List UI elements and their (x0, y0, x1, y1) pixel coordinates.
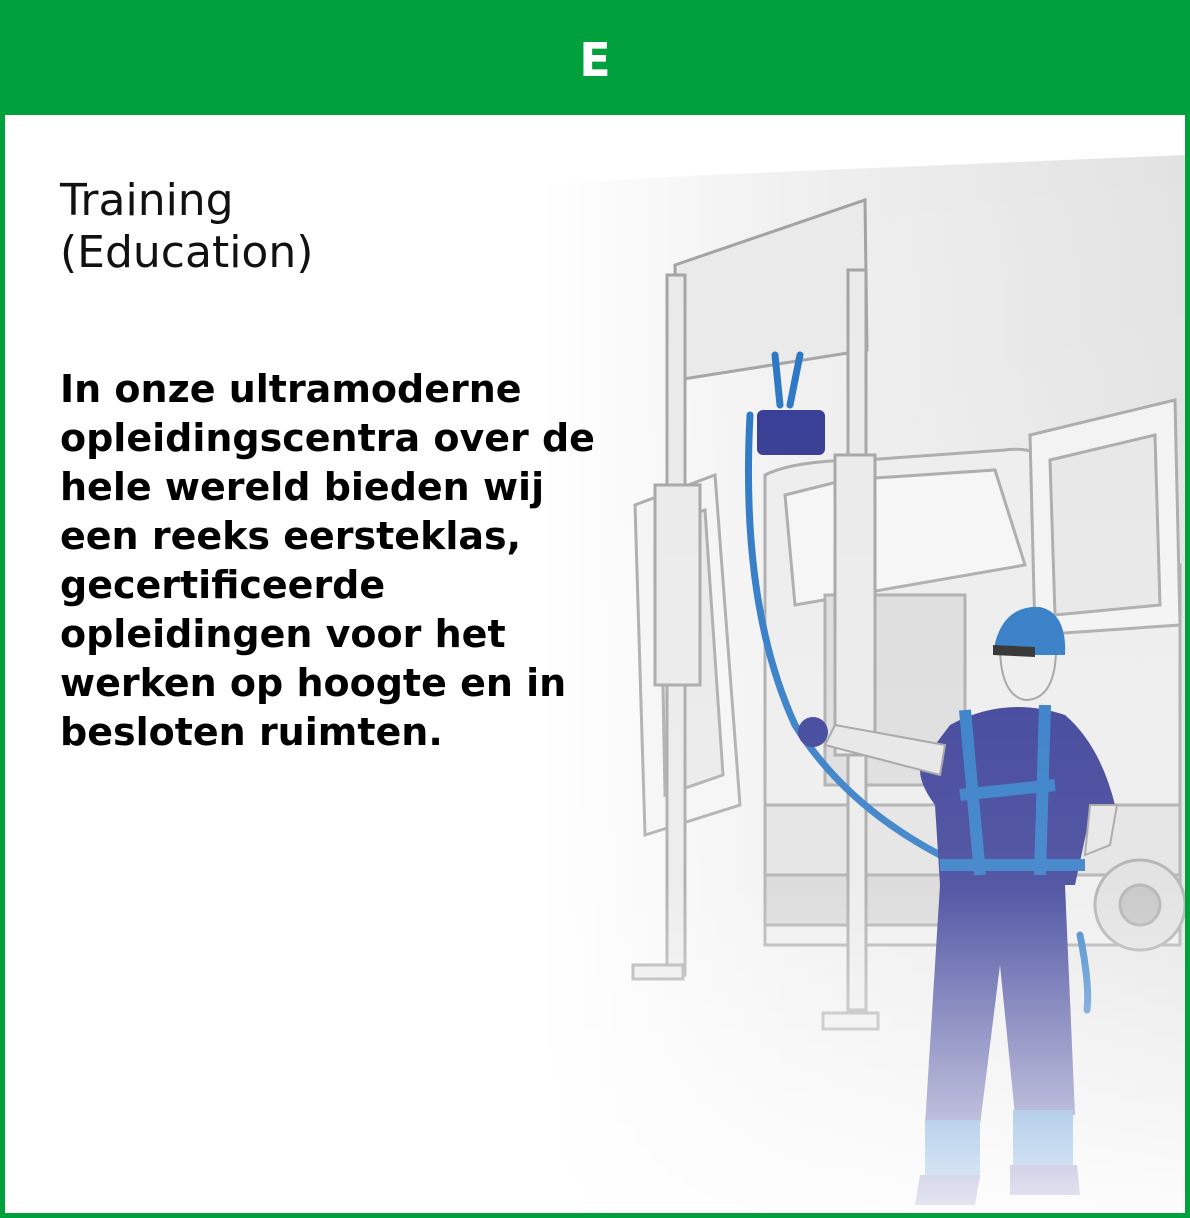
card-header (5, 5, 1185, 115)
header-letter: E (579, 33, 611, 87)
card-description: In onze ultramoderne opleidingscentra over de hele wereld bieden wij een reeks eersteklas, gecertificeerde opleidingen voor het werken op hoogte en in besloten ruimten. (60, 367, 595, 754)
card-title: Training (Education) (60, 175, 314, 278)
